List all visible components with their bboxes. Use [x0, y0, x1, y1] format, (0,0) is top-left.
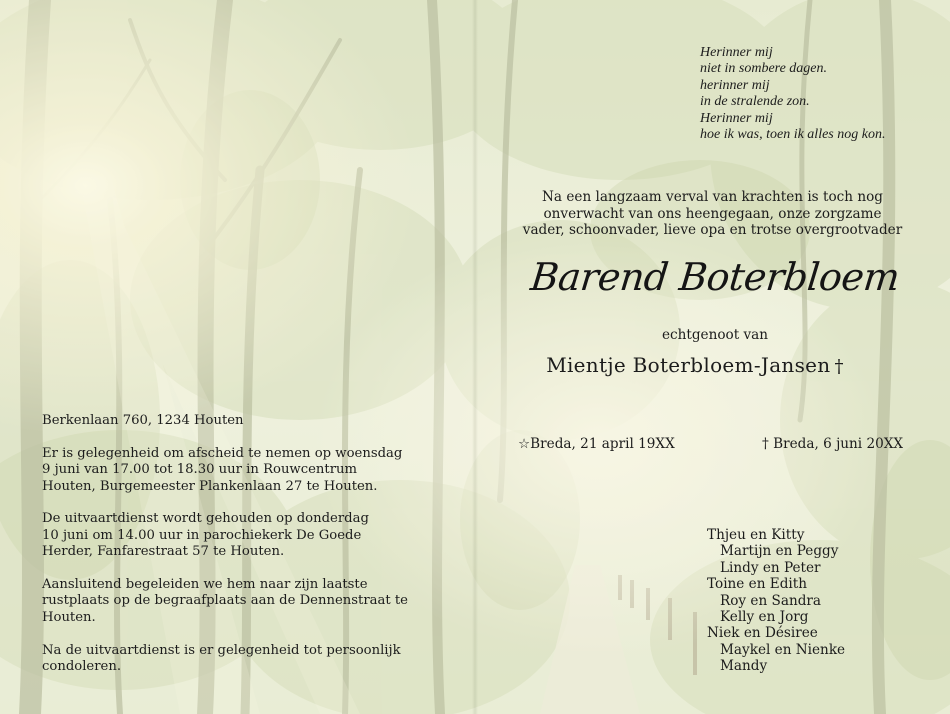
family-member: Niek en Désiree — [707, 625, 818, 642]
poem-line: hoe ik was, toen ik alles nog kon. — [700, 127, 886, 143]
intro-line: vader, schoonvader, lieve opa en trotse overgrootvader — [522, 222, 903, 239]
family-member: Thjeu en Kitty — [707, 527, 805, 543]
address: Berkenlaan 760, 1234 Houten — [42, 413, 244, 428]
death-date: † Breda, 6 juni 20XX — [762, 436, 904, 452]
family-member: Toine en Edith — [707, 576, 807, 593]
family-member: Roy en Sandra — [720, 592, 822, 609]
farewell-info: Er is gelegenheid om afscheid te nemen op woensdag 9 juni van 17.00 tot 18.30 uur in Rouwcentrum Houten, Burgemeester Plankenlaan 27 te Houten. — [42, 445, 403, 494]
poem-line: herinner mij — [700, 77, 770, 93]
intro-text — [500, 189, 925, 239]
poem-line: Herinner mij — [700, 110, 773, 126]
burial-info: Aansluitend begeleiden we hem naar zijn laatste rustplaats op de begraafplaats aan de Dennenstraat te Houten. — [42, 577, 408, 625]
family-member: Lindy en Peter — [720, 559, 821, 576]
spouse-name-line — [480, 353, 910, 377]
page-fold — [472, 0, 478, 714]
poem — [700, 45, 885, 143]
intro-line: Na een langzaam verval van krachten is toch nog — [542, 189, 883, 205]
poem-line: in de stralende zon. — [700, 94, 810, 110]
family-member: Martijn en Peggy — [720, 543, 839, 560]
deceased-name: Barend Boterbloem — [528, 255, 902, 299]
intro-line: onverwacht van ons heengegaan, onze zorgzame — [543, 205, 882, 222]
family-list — [707, 527, 845, 675]
family-member: Mandy — [720, 658, 768, 675]
spouse-name: Mientje Boterbloem-Jansen — [546, 353, 831, 377]
poem-line: Herinner mij — [700, 45, 773, 60]
family-member: Kelly en Jorg — [720, 609, 809, 626]
birth-date: ☆Breda, 21 april 19XX — [518, 436, 675, 452]
cross-icon: † — [834, 356, 844, 377]
service-info: De uitvaartdienst wordt gehouden op donderdag 10 juni om 14.00 uur in parochiekerk De Goede Herder, Fanfarestraat 57 te Houten. — [42, 511, 369, 560]
poem-line: niet in sombere dagen. — [700, 61, 828, 77]
spouse-label: echtgenoot van — [661, 327, 769, 343]
left-page-text — [42, 413, 442, 692]
family-member: Maykel en Nienke — [720, 641, 846, 658]
condolence-info: Na de uitvaartdienst is er gelegenheid tot persoonlijk condoleren. — [42, 642, 401, 675]
